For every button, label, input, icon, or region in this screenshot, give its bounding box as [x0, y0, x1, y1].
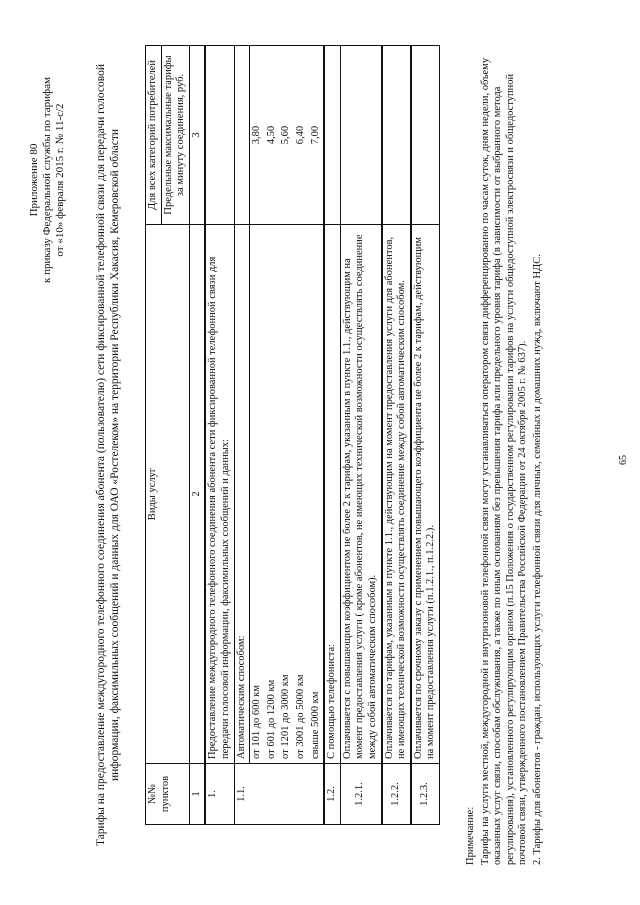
document-title: Тарифы на предоставление междугородного телефонного соединения абонента (пользователю) сети фиксированной телефонной связи для передачи голосовой информации, факсимильных сообщений и данных для ОАО «Ростелеком» на территории Республики Хакасия, Кемеровской области — [95, 63, 121, 847]
row-value: 3,80 — [250, 46, 265, 225]
row-value: 6,40 — [294, 46, 309, 225]
order-reference: к приказу Федеральной службы по тарифам — [41, 77, 54, 283]
table-row — [234, 46, 250, 825]
row-text: Оплачивается по тарифам, указанным в пункте 1.1., действующим на момент предоставления услуги для абонентов, не имеющих технической возможности осуществлять соединение между собой автоматическим способом. — [382, 225, 411, 764]
row-num: 1.2.1. — [340, 764, 381, 825]
row-text: Предоставление междугородного телефонного соединения абонента сети фиксированной телефонной связи для передачи голосовой информации, факсимильных сообщений и данных: — [205, 225, 234, 764]
table-row — [279, 46, 294, 825]
table-row — [265, 46, 280, 825]
table-row — [205, 46, 234, 825]
notes-paragraph-2: 2. Тарифы для абонентов - граждан, использующих услуги телефонной связи для личных, семейных и домашних нужд, включают НДС. — [531, 254, 543, 865]
row-value — [411, 46, 440, 225]
tariff-table — [145, 45, 440, 825]
row-text: от 101 до 600 км — [250, 225, 265, 764]
page-number: 65 — [618, 455, 629, 465]
row-num: 1.1. — [234, 764, 324, 825]
row-text: свыше 5000 км — [309, 225, 325, 764]
header-num: №№ пунктов — [146, 764, 190, 825]
order-date: от «10» февраля 2015 г. № 11-с/2 — [54, 103, 67, 257]
appendix-header — [28, 15, 68, 345]
header-tariff: Предельные максимальные тарифы за минуту соединения, руб. — [161, 46, 189, 225]
row-value — [234, 46, 250, 225]
row-value: 4,50 — [265, 46, 280, 225]
notes-heading: Примечание: — [465, 806, 476, 865]
row-text: Оплачивается по срочному заказу с применением повышающего коэффициента не более 2 к тарифам, действующим на момент предоставления услуги (п.1.2.1., п.1.2.2.). — [411, 225, 440, 764]
row-text: Оплачивается с повышающим коэффициентом не более 2 к тарифам, указанным в пункте 1.1., действующим на момент предоставления услуги ( кроме абонентов, не имеющих технической возможности осуществлять соединение между собой автоматическим способом). — [340, 225, 381, 764]
table-row — [250, 46, 265, 825]
row-text: Автоматическим способом: — [234, 225, 250, 764]
notes-paragraph-1: Тарифы на услуги местной, междугородной и внутризоновой телефонной связи могут устанавливаться оператором связи дифференцированно по часам суток, дням недели, объему оказанных услуг связи, способам обслуживания, а также по иным основаниям без превышения тарифа или предельного уровня тарифа (в зависимости от выбранного метода регулирования), установленного регулирующим органом (п.15 Положения о государственном регулировании тарифов на услуги общедоступной электросвязи и общедоступной почтовой связи, утвержденного постановлением Правительства Российской Федерации от 24 октября 2005 г. № 637). — [479, 57, 529, 865]
row-value — [324, 46, 340, 225]
column-number-row — [189, 46, 205, 825]
table-header-row — [146, 46, 162, 825]
table-row — [411, 46, 440, 825]
table-row — [294, 46, 309, 825]
row-text: от 1201 до 3000 км — [279, 225, 294, 764]
column-number: 1 — [189, 764, 205, 825]
row-text: от 3001 до 5000 км — [294, 225, 309, 764]
notes-section — [465, 35, 547, 865]
row-num: 1.2.3. — [411, 764, 440, 825]
appendix-label: Приложение 80 — [28, 143, 40, 217]
row-value: 7,00 — [309, 46, 325, 225]
row-num: 1.2. — [324, 764, 340, 825]
row-value — [205, 46, 234, 225]
table-row — [309, 46, 325, 825]
header-service: Виды услуг — [146, 225, 190, 764]
table-row — [382, 46, 411, 825]
row-value: 5,60 — [279, 46, 294, 225]
row-value — [382, 46, 411, 225]
table-row — [324, 46, 340, 825]
row-num: 1.2.2. — [382, 764, 411, 825]
table-row — [340, 46, 381, 825]
row-value — [340, 46, 381, 225]
row-text: от 601 до 1200 км — [265, 225, 280, 764]
header-category: Для всех категорий потребителей — [146, 46, 162, 225]
column-number: 2 — [189, 225, 205, 764]
row-num: 1. — [205, 764, 234, 825]
column-number: 3 — [189, 46, 205, 225]
row-text: С помощью телефониста: — [324, 225, 340, 764]
